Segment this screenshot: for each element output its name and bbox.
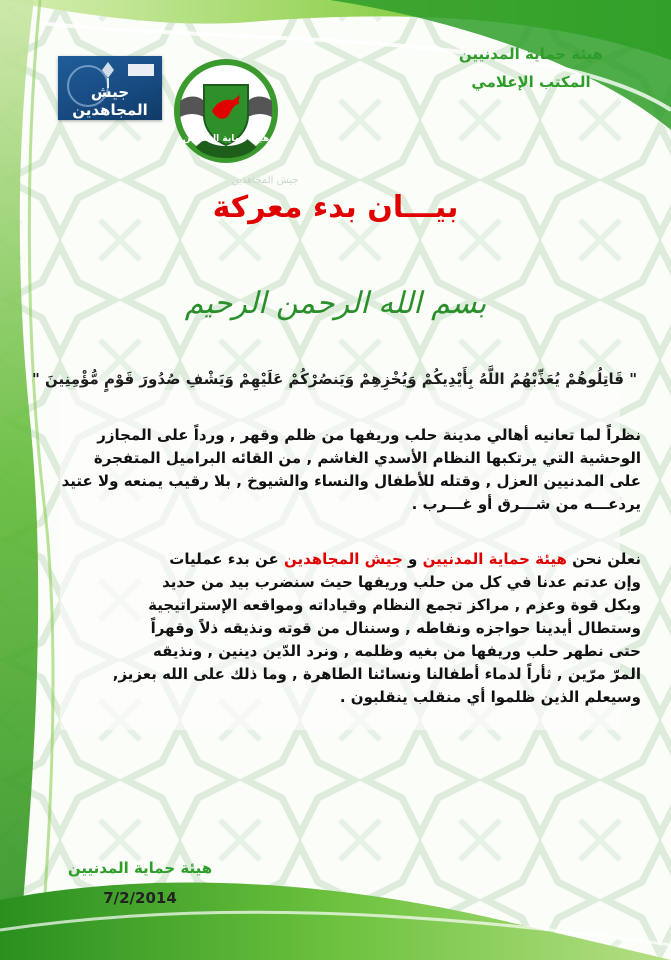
watermark: جيش المجاهدين xyxy=(231,175,299,186)
footer-date: 7/2/2014 xyxy=(103,889,177,907)
paragraph-2-line: وبكل قوة وعزم , مراكز تجمع النظام وقياداته ومواقعه الإستراتيجية xyxy=(148,596,641,614)
quran-verse: " قَاتِلُوهُمْ يُعَذِّبْهُمُ اللَّهُ بِأَيْدِيكُمْ وَيُخْزِهِمْ وَيَنصُرْكُمْ عَلَيْهِمْ وَيَشْفِ صُدُورَ قَوْمٍ مُّؤْمِنِينَ " xyxy=(31,370,638,388)
announce-end: عن بدء عمليات xyxy=(169,550,279,568)
header-block xyxy=(431,40,631,96)
army-logo xyxy=(58,56,162,120)
paragraph-2-line: وستطال أيدينا حواجزه ونقاطه , وسننال من قوته ونذيقه ذلاً وقهراً xyxy=(150,619,641,637)
highlight-org-name: هيئة حماية المدنيين xyxy=(422,550,567,568)
paragraph-1-line: يردعـــه من شـــرق أو غـــرب . xyxy=(411,495,641,513)
paragraph-2-line: وإن عدتم عدنا في كل من حلب وريفها حيث سنضرب بيد من حديد xyxy=(162,573,641,591)
highlight-army-name: جيش المجاهدين xyxy=(283,550,403,568)
org-logo-text: هيئة حماية المدنيين xyxy=(182,134,270,144)
header-office: المكتب الإعلامي xyxy=(471,73,591,91)
paragraph-2 xyxy=(24,548,641,709)
org-shield-logo xyxy=(170,55,282,167)
paragraph-2-line: وسيعلم الذين ظلموا أي منقلب ينقلبون . xyxy=(339,688,641,706)
paragraph-1-line: نظراً لما تعانيه أهالي مدينة حلب وريفها من ظلم وقهر , ورداً على المجازر xyxy=(97,426,641,444)
paragraph-2-line: حتى نطهر حلب وريفها من بغيه وظلمه , ونرد الدّين دينين , ونذيقه xyxy=(153,642,641,660)
basmala: بسم الله الرحمن الرحيم xyxy=(184,286,487,321)
paragraph-1 xyxy=(24,424,641,516)
paragraph-2-line: المرّ مرّين , ثأراً لدماء أطفالنا ونسائنا الطاهرة , وما ذلك على الله بعزيز, xyxy=(112,665,641,683)
paragraph-2-first-line xyxy=(24,548,641,571)
footer xyxy=(40,853,240,913)
page-title: بيـــان بدء معركة xyxy=(212,190,459,225)
paragraph-1-line: الوحشية التي يرتكبها النظام الأسدي الغاشم , من القائه البراميل المتفجرة xyxy=(93,449,641,467)
announce-start: نعلن نحن xyxy=(572,550,641,568)
paragraph-1-line: على المدنيين العزل , وقتله للأطفال والنساء والشيوخ , بلا رقيب يمنعه ولا عتيد xyxy=(61,472,641,490)
army-logo-text: جيش المجاهدين xyxy=(72,83,148,119)
header-org-name: هيئة حماية المدنيين xyxy=(458,45,604,63)
connector: و xyxy=(408,550,418,568)
footer-signature: هيئة حماية المدنيين xyxy=(67,859,213,877)
